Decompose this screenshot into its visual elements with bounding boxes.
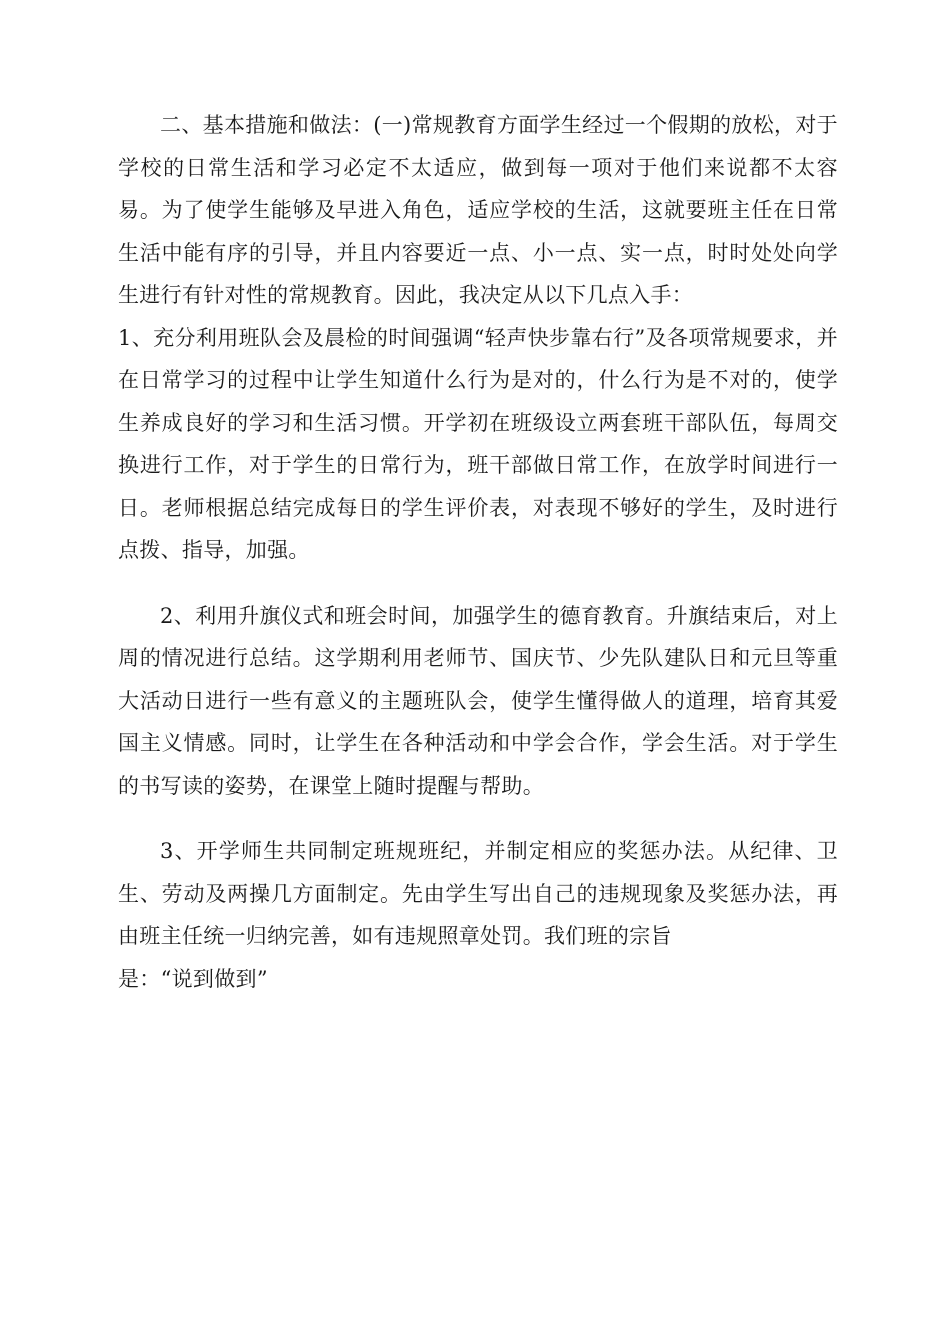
document-body (118, 104, 838, 1000)
paragraph-motto: 是：“说到做到” (118, 966, 268, 991)
paragraph-measures-intro: 二、基本措施和做法：(一)常规教育方面学生经过一个假期的放松，对于学校的日常生活和学习必定不太适应，做到每一项对于他们来说都不太容易。为了使学生能够及早进入角色，适应学校的生活，这就要班主任在日常生活中能有序的引导，并且内容要近一点、小一点、实一点，时时处处向学生进行有针对性的常规教育。因此，我决定从以下几点入手： (118, 113, 838, 307)
paragraph-point-3: 3、开学师生共同制定班规班纪，并制定相应的奖惩办法。从纪律、卫生、劳动及两操几方面制定。先由学生写出自己的违规现象及奖惩办法，再由班主任统一归纳完善，如有违规照章处罚。我们班的宗旨 (118, 839, 838, 948)
paragraph-point-2: 2、利用升旗仪式和班会时间，加强学生的德育教育。升旗结束后，对上周的情况进行总结。这学期利用老师节、国庆节、少先队建队日和元旦等重大活动日进行一些有意义的主题班队会，使学生懂得做人的道理，培育其爱国主义情感。同时，让学生在各种活动和中学会合作，学会生活。对于学生的书写读的姿势，在课堂上随时提醒与帮助。 (118, 603, 838, 798)
paragraph-point-1: 1、充分利用班队会及晨检的时间强调“轻声快步靠右行”及各项常规要求，并在日常学习的过程中让学生知道什么行为是对的，什么行为是不对的，使学生养成良好的学习和生活习惯。开学初在班级设立两套班干部队伍，每周交换进行工作，对于学生的日常行为，班干部做日常工作，在放学时间进行一日。老师根据总结完成每日的学生评价表，对表现不够好的学生，及时进行点拨、指导，加强。 (118, 325, 838, 562)
